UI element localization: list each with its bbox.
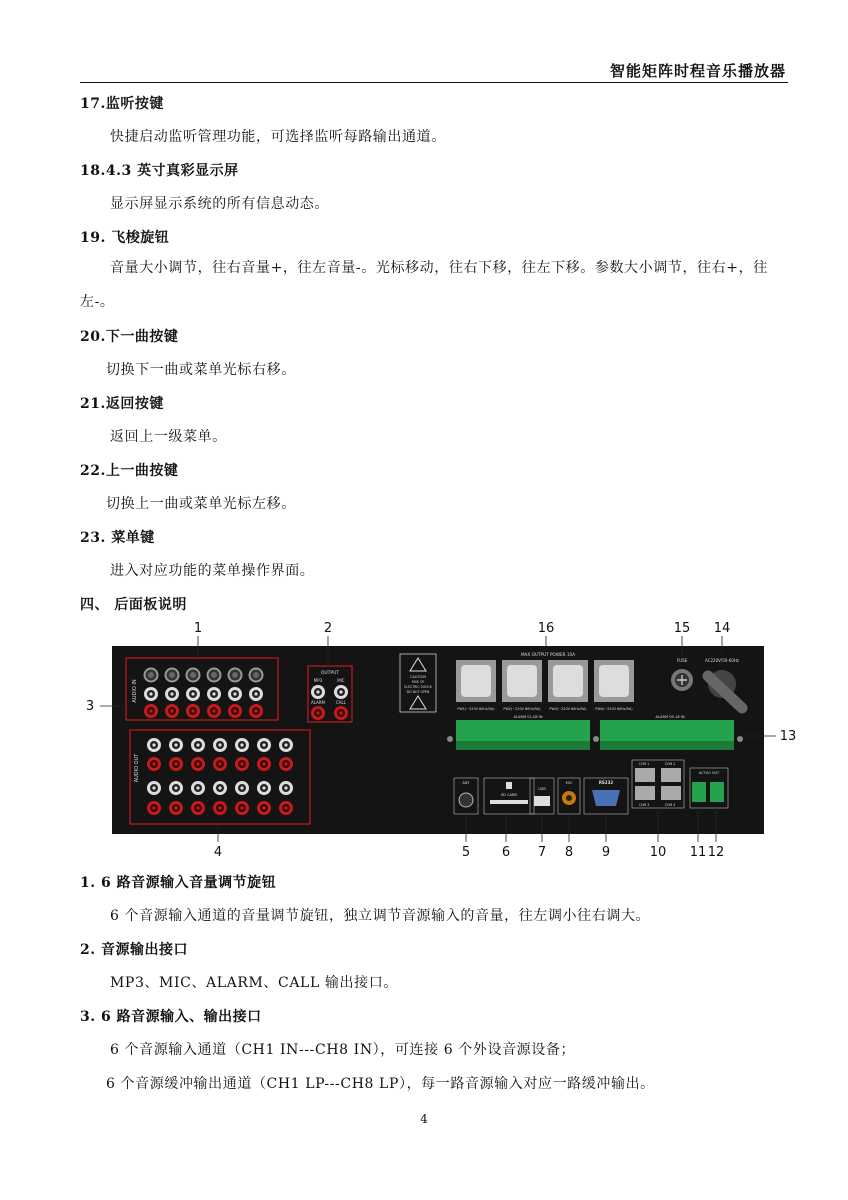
actuo-terminal-1 [692, 782, 706, 802]
section-20-text: 切换下一曲或菜单光标右移。 [106, 362, 296, 378]
rs232-port[interactable] [592, 790, 620, 806]
com4-label: COM 4 [664, 803, 676, 807]
section-19-text: 音量大小调节，往右音量+，往左音量-。光标移动，往右下移，往左下移。参数大小调节，往右+，往左-。 [80, 260, 768, 310]
section-23-heading: 23. 菜单键 [80, 530, 155, 546]
callout-11: 11 [689, 845, 707, 860]
output-mic-label: MIC [337, 678, 345, 683]
page-number: 4 [420, 1112, 428, 1126]
section-23-text: 进入对应功能的菜单操作界面。 [110, 563, 315, 579]
com1-label: COM 1 [638, 762, 650, 766]
pw4-label: PW4(~220V 60Hz/5A) [595, 707, 633, 711]
callout-4: 4 [213, 845, 223, 860]
section-22-text: 切换上一曲或菜单光标左移。 [106, 496, 296, 512]
callout-12: 12 [707, 845, 725, 860]
max-power-label: MAX OUTPUT POWER 10A [520, 652, 576, 657]
risk-text: RISK OF [411, 680, 425, 684]
alarm-in-1-label: ALARM 01-08 IN [513, 715, 543, 719]
actuo-terminal-2 [710, 782, 724, 802]
ant-label: ANT [462, 781, 470, 785]
rear-section-3-text-2: 6 个音源缓冲输出通道（CH1 LP---CH8 LP），每一路音源输入对应一路缓冲输出。 [106, 1076, 655, 1092]
rear-panel-diagram [78, 618, 798, 862]
callout-16: 16 [537, 621, 555, 636]
actuo-out-label: ACTUO OUT [698, 771, 720, 775]
section-21-text: 返回上一级菜单。 [110, 429, 227, 445]
rear-section-1-text: 6 个音源输入通道的音量调节旋钮，独立调节音源输入的音量，往左调小往右调大。 [110, 908, 651, 924]
callout-7: 7 [537, 845, 547, 860]
section-18-heading: 18.4.3 英寸真彩显示屏 [80, 163, 239, 179]
rear-panel-figure [78, 618, 798, 862]
section-17-text: 快捷启动监听管理功能，可选择监听每路输出通道。 [110, 129, 446, 145]
pw3-label: PW3(~220V 60Hz/5A) [549, 707, 587, 711]
callout-9: 9 [601, 845, 611, 860]
ant-connector[interactable] [459, 793, 473, 807]
callout-10: 10 [649, 845, 667, 860]
section-18-text: 显示屏显示系统的所有信息动态。 [110, 196, 329, 212]
output-call-label: CALL [336, 700, 346, 705]
rear-section-2-text: MP3、MIC、ALARM、CALL 输出接口。 [110, 975, 398, 991]
usb-label: USB [538, 787, 546, 791]
rs232-label: RS232 [598, 780, 614, 785]
callout-13: 13 [779, 729, 797, 744]
usb-port[interactable] [534, 796, 550, 806]
part-heading: 四、 后面板说明 [80, 597, 187, 613]
callout-8: 8 [564, 845, 574, 860]
rear-section-1-heading: 1. 6 路音源输入音量调节旋钮 [80, 875, 277, 891]
com2-label: COM 2 [664, 762, 676, 766]
audio-in-label: AUDIO IN [132, 679, 138, 703]
output-label: OUTPUT [320, 671, 340, 676]
callout-15: 15 [673, 621, 691, 636]
ac-label: AC220V/50-60Hz [705, 658, 739, 663]
callout-5: 5 [461, 845, 471, 860]
section-21-heading: 21.返回按键 [80, 396, 164, 412]
pw2-label: PW2(~220V 60Hz/5A) [503, 707, 541, 711]
rear-section-2-heading: 2. 音源输出接口 [80, 942, 188, 958]
sd-card-slot[interactable] [490, 800, 528, 804]
header-rule [80, 82, 788, 83]
output-alarm-label: ALARM [310, 700, 326, 705]
output-mp3-label: MP3 [313, 678, 323, 683]
do-not-open-text: DO NOT OPEN [406, 690, 430, 694]
sd-label: SD CARD [500, 793, 518, 797]
callout-2: 2 [323, 621, 333, 636]
alarm-in-2-label: ALARM 09-16 IN [655, 715, 685, 719]
callout-1: 1 [193, 621, 203, 636]
callout-6: 6 [501, 845, 511, 860]
pw1-label: PW1(~220V 60Hz/5A) [457, 707, 495, 711]
section-19-heading: 19. 飞梭旋钮 [80, 230, 170, 246]
rear-section-3-text: 6 个音源输入通道（CH1 IN---CH8 IN），可连接 6 个外设音源设备； [110, 1042, 576, 1058]
audio-out-label: AUDIO OUT [134, 753, 140, 783]
callout-14: 14 [713, 621, 731, 636]
rear-section-3-heading: 3. 6 路音源输入、输出接口 [80, 1009, 262, 1025]
section-22-heading: 22.上一曲按键 [80, 463, 179, 479]
shock-text: ELECTRIC SHOCK [404, 685, 432, 689]
callout-3: 3 [85, 699, 95, 714]
fuse-label: FUSE [676, 658, 688, 663]
running-header-title: 智能矩阵时程音乐播放器 [609, 62, 786, 80]
mic-port-label: MIC [565, 781, 573, 785]
com3-label: COM 3 [638, 803, 650, 807]
section-17-heading: 17.监听按键 [80, 96, 164, 112]
section-20-heading: 20.下一曲按键 [80, 329, 179, 345]
caution-text: CAUTION [410, 675, 426, 679]
